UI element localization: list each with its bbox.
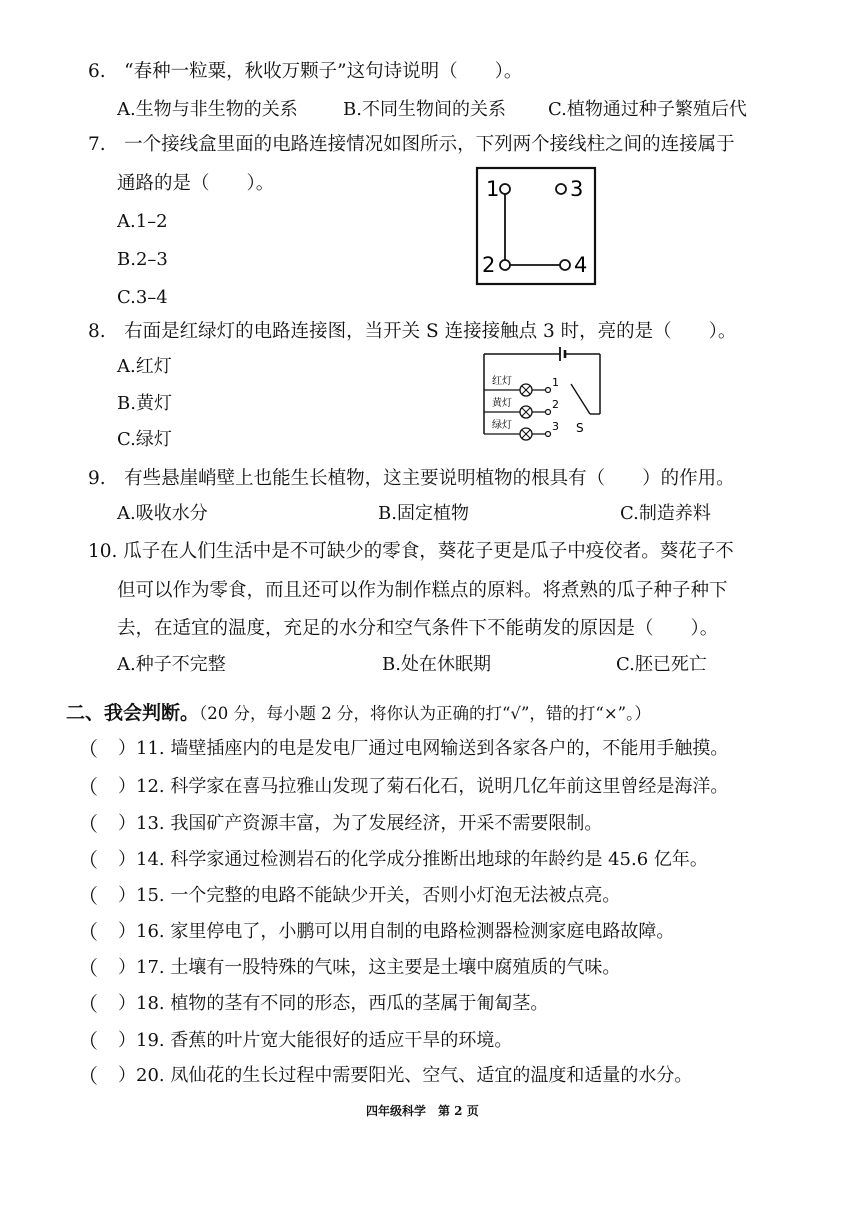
junction-box-diagram [474,165,600,290]
question-10-option-c: C.胚已死亡 [616,654,707,675]
yellow-lamp-icon [520,406,532,418]
question-10-stem-line2: 但可以作为零食，而且还可以作为制作糕点的原料。将煮熟的瓜子种子种下 [117,580,728,601]
question-10-stem-line3: 去，在适宜的温度，充足的水分和空气条件下不能萌发的原因是（ ）。 [117,618,719,639]
judgment-item-15: ）15. 一个完整的电路不能缺少开关，否则小灯泡无法被点亮。 [118,885,621,906]
question-7-option-a: A.1–2 [117,211,168,232]
judgment-item-11: ）11. 墙壁插座内的电是发电厂通过电网输送到各家各户的，不能用手触摸。 [118,738,729,759]
answer-blank-15-open[interactable]: （ [78,884,98,908]
answer-blank-14-open[interactable]: （ [78,848,98,872]
green-lamp-label: 绿灯 [492,420,512,431]
question-8-option-c: C.绿灯 [117,429,172,450]
question-6-option-a: A.生物与非生物的关系 [117,99,298,120]
question-9-option-a: A.吸收水分 [117,503,208,524]
terminal-2-label: 2 [482,253,496,277]
question-7-option-c: C.3–4 [117,287,168,308]
contact-3 [546,432,551,437]
question-9-option-c: C.制造养料 [620,503,711,524]
question-8-stem: 8. 右面是红绿灯的电路连接图，当开关 S 连接接触点 3 时，亮的是（ ）。 [88,321,737,342]
contact-2-label: 2 [552,398,559,411]
red-lamp-icon [520,384,532,396]
question-6-stem: 6. “春种一粒粟，秋收万颗子”这句诗说明（ ）。 [88,61,523,82]
terminal-4 [560,260,570,270]
judgment-item-12: ）12. 科学家在喜马拉雅山发现了菊石化石，说明几亿年前这里曾经是海洋。 [118,776,729,797]
judgment-item-18: ）18. 植物的茎有不同的形态，西瓜的茎属于匍匐茎。 [118,993,549,1014]
answer-blank-18-open[interactable]: （ [78,992,98,1016]
yellow-lamp-label: 黄灯 [492,398,512,409]
question-6-option-b: B.不同生物间的关系 [343,99,506,120]
question-8-option-b: B.黄灯 [117,393,172,414]
red-lamp-label: 红灯 [492,376,512,387]
switch-label: S [576,421,584,435]
contact-1 [546,388,551,393]
judgment-item-20: ）20. 凤仙花的生长过程中需要阳光、空气、适宜的温度和适量的水分。 [118,1065,693,1086]
section-2-title: 二、我会判断。 [66,702,200,724]
question-6-option-c: C.植物通过种子繁殖后代 [548,99,747,120]
contact-2 [546,410,551,415]
question-10-stem-line1: 10. 瓜子在人们生活中是不可缺少的零食，葵花子更是瓜子中疫佼者。葵花子不 [88,541,734,562]
judgment-item-14: ）14. 科学家通过检测岩石的化学成分推断出地球的年龄约是 45.6 亿年。 [118,849,708,870]
answer-blank-17-open[interactable]: （ [78,956,98,980]
judgment-item-16: ）16. 家里停电了，小鹏可以用自制的电路检测器检测家庭电路故障。 [118,921,675,942]
terminal-3 [556,184,566,194]
answer-blank-16-open[interactable]: （ [78,920,98,944]
judgment-item-19: ）19. 香蕉的叶片宽大能很好的适应干旱的环境。 [118,1030,513,1051]
question-9-option-b: B.固定植物 [378,503,469,524]
contact-3-label: 3 [552,420,559,433]
question-7-stem-line1: 7. 一个接线盒里面的电路连接情况如图所示，下列两个接线柱之间的连接属于 [88,134,735,155]
answer-blank-11-open[interactable]: （ [78,737,98,761]
question-9-stem: 9. 有些悬崖峭壁上也能生长植物，这主要说明植物的根具有（ ）的作用。 [88,468,735,489]
green-lamp-icon [520,428,532,440]
terminal-4-label: 4 [574,253,588,277]
terminal-1 [500,184,510,194]
traffic-light-circuit-diagram [478,344,608,444]
answer-blank-20-open[interactable]: （ [78,1064,98,1088]
question-8-option-a: A.红灯 [117,356,172,377]
answer-blank-19-open[interactable]: （ [78,1029,98,1053]
terminal-2 [500,260,510,270]
answer-blank-12-open[interactable]: （ [78,775,98,799]
page-footer: 四年级科学 第 2 页 [366,1104,479,1118]
question-10-option-a: A.种子不完整 [117,654,226,675]
contact-1-label: 1 [552,376,559,389]
terminal-1-label: 1 [486,177,500,201]
question-7-stem-line2: 通路的是（ ）。 [117,173,275,194]
judgment-item-13: ）13. 我国矿产资源丰富，为了发展经济，开采不需要限制。 [118,813,603,834]
section-2-instructions: （20 分，每小题 2 分，将你认为正确的打“√”，错的打“×”。） [199,704,651,723]
question-10-option-b: B.处在休眠期 [382,654,491,675]
judgment-item-17: ）17. 土壤有一股特殊的气味，这主要是土壤中腐殖质的气味。 [118,957,621,978]
question-7-option-b: B.2–3 [117,249,168,270]
terminal-3-label: 3 [570,177,584,201]
switch-blade [571,384,590,414]
section-2-heading [66,701,651,726]
answer-blank-13-open[interactable]: （ [78,812,98,836]
